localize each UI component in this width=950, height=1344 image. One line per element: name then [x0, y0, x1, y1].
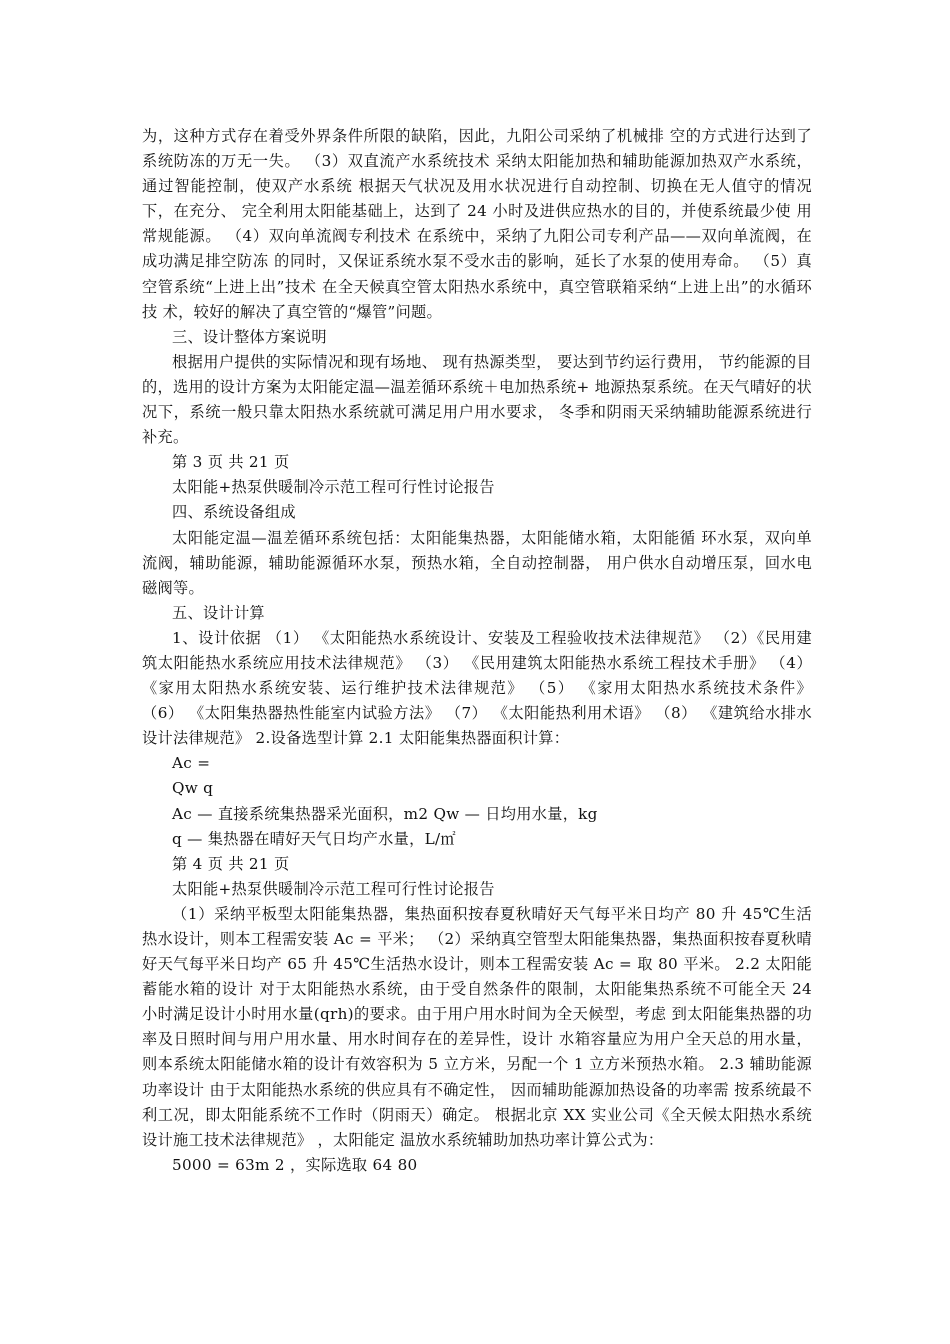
paragraph-collector-tank-aux: （1）采纳平板型太阳能集热器，集热面积按春夏秋晴好天气每平米日均产 80 升 45℃生活热水设计，则本工程需安装 Ac = 平米； （2）采纳真空管型太阳能集热器，集热面积按春夏秋晴好天气每平米日均产 65 升 45℃生活热水设计，则本工程需安装 Ac = 取 80 平米。 2.2 太阳能蓄能水箱的设计 对于太阳能热水系统，由于受自然条件的限制，太阳能集热系统不可能全天 24 小时满足设计小时用水量(qrh)的要求。由于用户用水时间为全天候型，考虑 到太阳能集热器的功率及日照时间与用户用水量、用水时间存在的差异性，设计 水箱容量应为用户全天总的用水量，则本系统太阳能储水箱的设计有效容积为 5 立方米，另配一个 1 立方米预热水箱。 2.3 辅助能源功率设计 由于太阳能热水系统的供应具有不确定性， 因而辅助能源加热设备的功率需 按系统最不利工况，即太阳能系统不工作时（阴雨天）确定。 根据北京 XX 实业公司《全天候太阳热水系统设计施工技术法律规范》 ，太阳能定 温放水系统辅助加热功率计算公式为：: [142, 904, 812, 1149]
paragraph-overall-plan: 根据用户提供的实际情况和现有场地、 现有热源类型， 要达到节约运行费用， 节约能源的目的，选用的设计方案为太阳能定温—温差循环系统＋电加热系统+ 地源热泵系统。在天气晴好的状况下，系统一般只靠太阳热水系统就可满足用户用水要求， 冬季和阴雨天采纳辅助能源系统进行补充。: [142, 352, 812, 447]
heading-overall-plan: 三、设计整体方案说明: [172, 327, 327, 346]
paragraph-design-basis: 1、设计依据 （1） 《太阳能热水系统设计、安装及工程验收技术法律规范》 （2）《民用建筑太阳能热水系统应用技术法律规范》 （3） 《民用建筑太阳能热水系统工程技术手册》 （4） 《家用太阳热水系统安装、运行维护技术法律规范》 （5） 《家用太阳热水系统技术条件》 （6） 《太阳集热器热性能室内试验方法》 （7） 《太阳能热利用术语》 （8） 《建筑给水排水设计法律规范》 2.设备选型计算 2.1 太阳能集热器面积计算：: [142, 628, 812, 748]
running-header-1: 太阳能+热泵供暖制冷示范工程可行性讨论报告: [172, 478, 495, 497]
running-header-2: 太阳能+热泵供暖制冷示范工程可行性讨论报告: [172, 879, 495, 898]
formula-def-q: q — 集热器在晴好天气日均产水量，L/㎡: [172, 829, 456, 848]
page-footer-4: 第 4 页 共 21 页: [172, 854, 290, 873]
formula-line-ac: Ac =: [172, 754, 211, 773]
formula-def-ac-qw: Ac — 直接系统集热器采光面积，m2 Qw — 日均用水量，kg: [172, 804, 598, 823]
page-footer-3: 第 3 页 共 21 页: [172, 453, 290, 472]
formula-line-qw-q: Qw q: [172, 779, 214, 798]
paragraph-equipment: 太阳能定温—温差循环系统包括：太阳能集热器，太阳能储水箱，太阳能循 环水泵，双向单流阀，辅助能源，辅助能源循环水泵，预热水箱，全自动控制器， 用户供水自动增压泵，回水电磁阀等。: [142, 528, 812, 597]
paragraph-antifreeze-tech: 为，这种方式存在着受外界条件所限的缺陷，因此，九阳公司采纳了机械排 空的方式进行达到了系统防冻的万无一失。 （3）双直流产水系统技术 采纳太阳能加热和辅助能源加热双产水系统，通过智能控制，使双产水系统 根据天气状况及用水状况进行自动控制、切换在无人值守的情况下，在充分、 完全利用太阳能基础上，达到了 24 小时及进供应热水的目的，并使系统最少使 用常规能源。 （4）双向单流阀专利技术 在系统中，采纳了九阳公司专利产品——双向单流阀，在成功满足排空防冻 的同时，又保证系统水泵不受水击的影响，延长了水泵的使用寿命。 （5）真空管系统“上进上出”技术 在全天候真空管太阳热水系统中，真空管联箱采纳“上进上出”的水循环技 术，较好的解决了真空管的“爆管”问题。: [142, 127, 812, 321]
body-text: [142, 124, 812, 1178]
heading-equipment: 四、系统设备组成: [172, 503, 296, 522]
formula-result-line: 5000 = 63m 2 ，实际选取 64 80: [172, 1155, 418, 1174]
heading-design-calc: 五、设计计算: [172, 603, 265, 622]
